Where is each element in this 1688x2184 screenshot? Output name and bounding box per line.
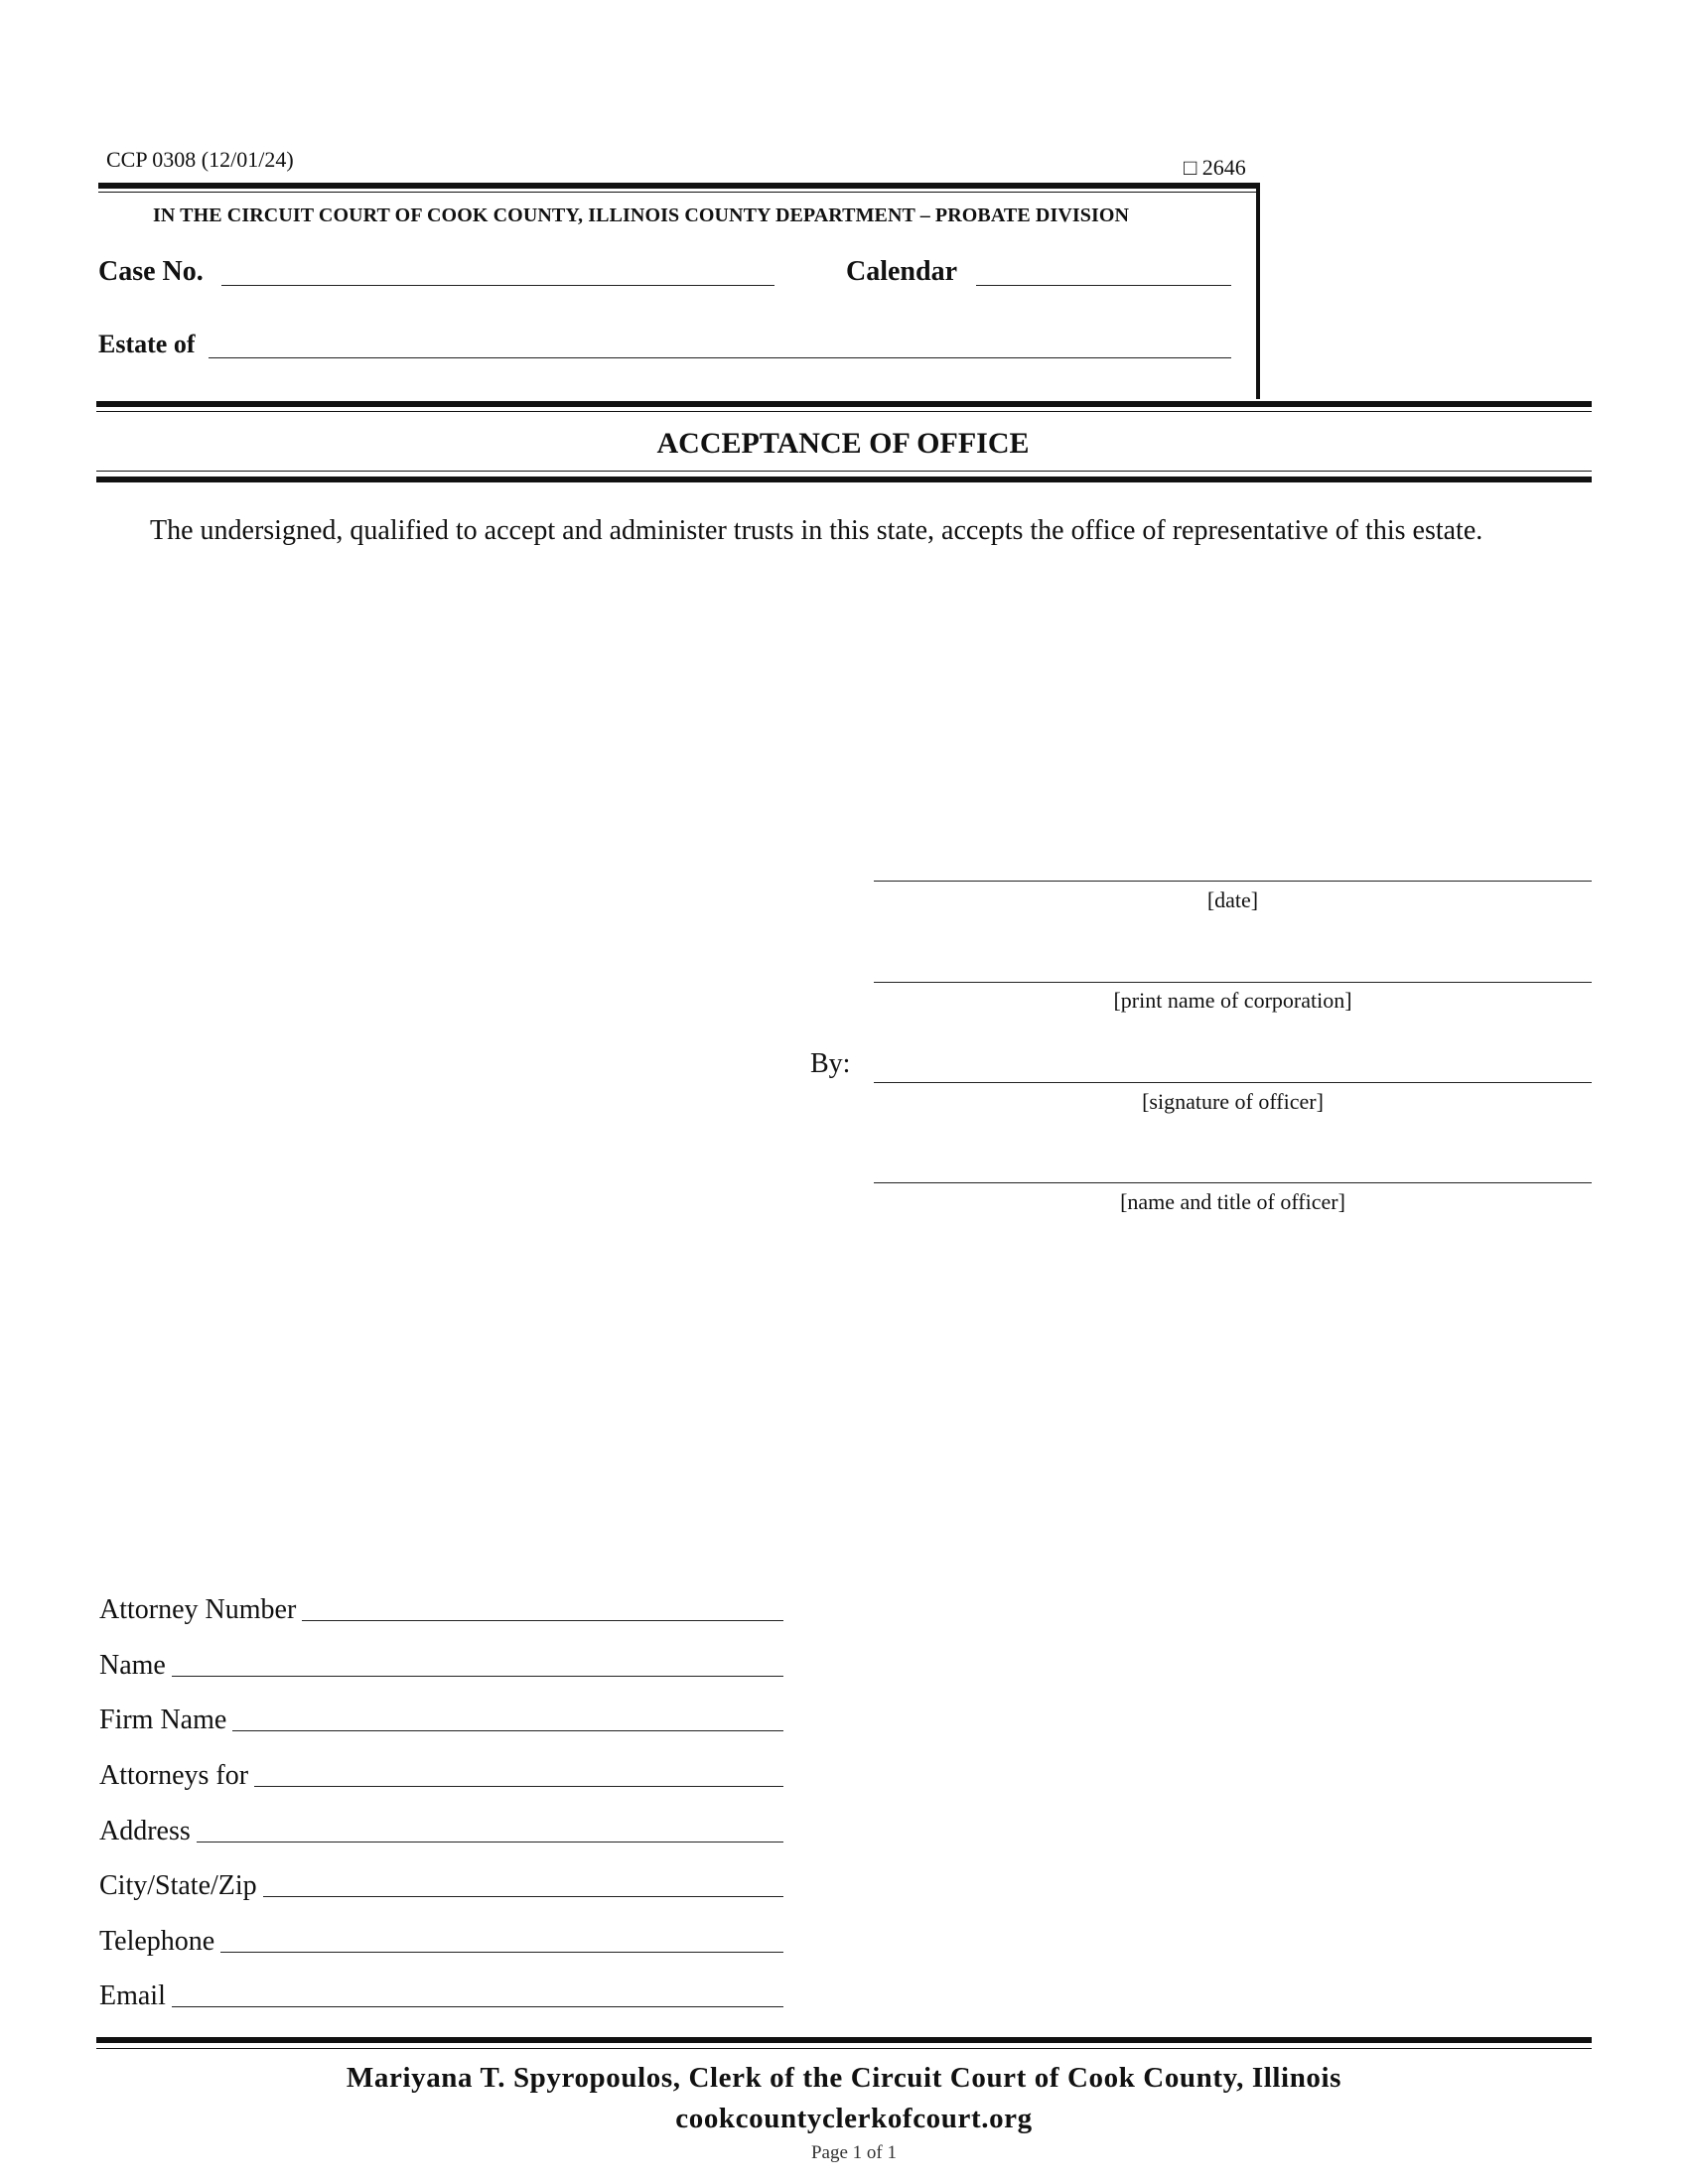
caption-divider (98, 192, 1256, 193)
officer-name-title-caption: [name and title of officer] (1120, 1189, 1345, 1214)
date-caption: [date] (1206, 887, 1259, 912)
attorney-name-label: Name (99, 1650, 166, 1681)
city-state-zip-label: City/State/Zip (99, 1870, 257, 1901)
corporation-name-caption: [print name of corporation] (1113, 988, 1352, 1013)
attorney-name-row (99, 1640, 783, 1680)
attorneys-for-label: Attorneys for (99, 1760, 249, 1791)
address-row (99, 1806, 783, 1845)
officer-signature-line[interactable] (874, 1082, 1592, 1083)
officer-name-title-line[interactable] (874, 1182, 1592, 1183)
clerk-name: Mariyana T. Spyropoulos, Clerk of the Circuit Court of Cook County, Illinois (346, 2062, 1342, 2094)
form-code: CCP 0308 (12/01/24) (106, 147, 294, 172)
form-number-checkbox[interactable]: □ 2646 (1184, 155, 1246, 180)
corporation-name-line[interactable] (874, 982, 1592, 983)
email-row (99, 1971, 783, 2010)
title-bottom-rule-thin (96, 471, 1592, 472)
date-line[interactable] (874, 881, 1592, 882)
case-no-field[interactable] (221, 285, 774, 286)
attorney-number-row (99, 1584, 783, 1624)
case-no-label: Case No. (98, 256, 204, 287)
title-bottom-rule (96, 477, 1592, 482)
attorney-number-label: Attorney Number (99, 1594, 297, 1625)
attorney-name-field[interactable] (172, 1676, 783, 1677)
firm-name-label: Firm Name (99, 1705, 227, 1735)
calendar-label: Calendar (846, 256, 957, 287)
title-top-rule (96, 401, 1592, 407)
city-state-zip-row (99, 1860, 783, 1900)
firm-name-row (99, 1695, 783, 1734)
city-state-zip-field[interactable] (263, 1896, 783, 1897)
document-title: ACCEPTANCE OF OFFICE (656, 427, 1030, 460)
estate-of-field[interactable] (209, 357, 1231, 358)
address-field[interactable] (197, 1842, 783, 1843)
footer-rule (96, 2037, 1592, 2043)
attorneys-for-row (99, 1750, 783, 1790)
acceptance-statement: The undersigned, qualified to accept and administer trusts in this state, accepts the office of representative of this estate. (150, 515, 1483, 546)
estate-of-label: Estate of (98, 330, 196, 358)
calendar-field[interactable] (976, 285, 1231, 286)
telephone-label: Telephone (99, 1926, 215, 1957)
court-title: IN THE CIRCUIT COURT OF COOK COUNTY, ILLINOIS COUNTY DEPARTMENT – PROBATE DIVISION (153, 205, 1130, 226)
email-label: Email (99, 1980, 166, 2011)
by-label: By: (810, 1048, 851, 1079)
telephone-row (99, 1916, 783, 1956)
firm-name-field[interactable] (232, 1730, 783, 1731)
attorneys-for-field[interactable] (254, 1786, 783, 1787)
page-number: Page 1 of 1 (810, 2142, 897, 2163)
telephone-field[interactable] (220, 1952, 783, 1953)
footer-rule-thin (96, 2048, 1592, 2049)
email-field[interactable] (172, 2006, 783, 2007)
title-top-rule-thin (96, 411, 1592, 412)
officer-signature-caption: [signature of officer] (1142, 1089, 1324, 1114)
address-label: Address (99, 1816, 191, 1846)
attorney-number-field[interactable] (302, 1620, 783, 1621)
clerk-website[interactable]: cookcountyclerkofcourt.org (675, 2103, 1033, 2134)
